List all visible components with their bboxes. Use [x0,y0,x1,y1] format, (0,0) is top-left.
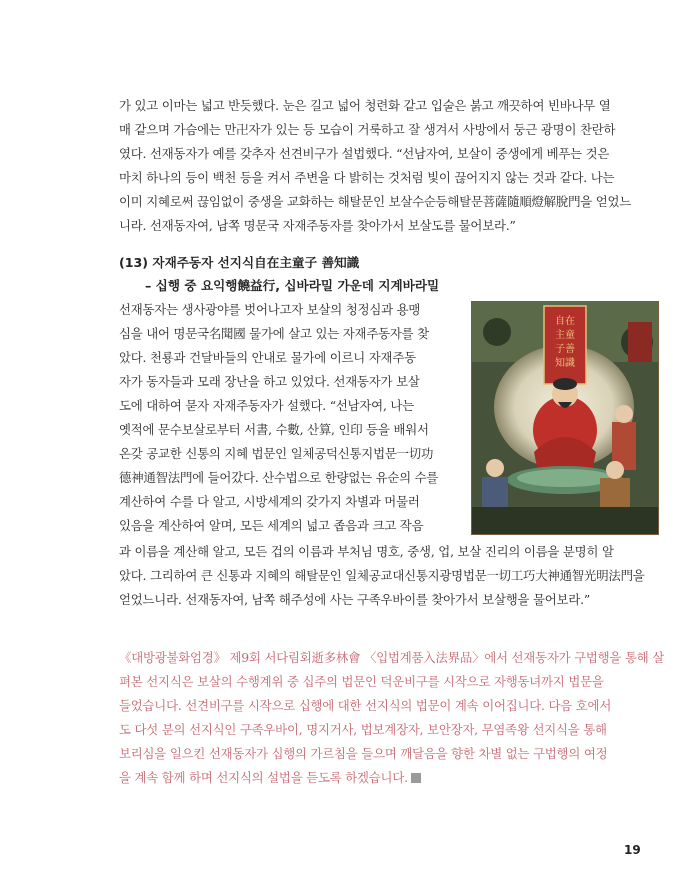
text-line: 았다. 그리하여 큰 신통과 지혜의 해탈문인 일체공교대신통지광명법문一切工巧大神通智光明法門을 [119,568,645,583]
text-line: 과 이름을 계산해 알고, 모든 겁의 이름과 부처님 명호, 중생, 업, 보살 진리의 이름을 분명히 알 [119,544,614,559]
text-line: 매 같으며 가슴에는 만卍자가 있는 등 모습이 거룩하고 잘 생겨서 사방에서 둥근 광명이 찬란하 [119,122,616,137]
text-line: 계산하여 수를 다 알고, 시방세계의 갖가지 차별과 머물러 [119,494,420,509]
text-line: 옛적에 문수보살로부터 서書, 수數, 산算, 인印 등을 배워서 [119,422,429,437]
text-line: 도에 대하여 묻자 자재주동자가 설했다. “선남자여, 나는 [119,398,414,413]
note-line: 보리심을 일으킨 선재동자가 십행의 가르침을 들으며 깨달음을 향한 차별 없는 구법행의 여정 [119,746,608,761]
end-mark-icon [411,773,421,783]
text-line: 심을 내어 명문국名聞國 물가에 살고 있는 자재주동자를 찾 [119,326,429,341]
editor-note [119,646,664,790]
svg-text:自在: 自在 [555,316,575,327]
text-line: 가 있고 이마는 넓고 반듯했다. 눈은 길고 넓어 청련화 같고 입술은 붉고 깨끗하여 빈바나무 열 [119,98,611,113]
text-line: 마치 하나의 등이 백천 등을 켜서 주변을 다 밝히는 것처럼 빛이 끊어지지 않는 것과 같다. 나는 [119,170,615,185]
svg-text:子善: 子善 [555,344,575,355]
text-line: 자가 동자들과 모래 장난을 하고 있었다. 선재동자가 보살 [119,374,420,389]
text-line: 있음을 계산하여 알며, 모든 세계의 넓고 좁음과 크고 작음 [119,518,424,533]
page-number: 19 [624,843,641,857]
section-title: (13) 자재주동자 선지식自在主童子 善知識 [119,255,360,270]
note-line-last [119,766,576,790]
text-line: 德神通智法門에 들어갔다. 산수법으로 한량없는 유순의 수를 [119,470,439,485]
note-line: 들었습니다. 선견비구를 시작으로 십행에 대한 선지식의 법문이 계속 이어집니다. 다음 호에서 [119,698,612,713]
intro-paragraph [119,94,632,238]
section-subtitle: – 십행 중 요익행饒益行, 십바라밀 가운데 지계바라밀 [145,278,440,293]
buddhist-painting-image [471,301,659,535]
note-line-text: 을 계속 함께 하며 선지식의 설법을 듣도록 하겠습니다. [119,770,408,785]
section-heading [119,251,439,297]
painting-illustration [472,302,658,534]
wide-paragraph [119,540,645,612]
note-line: 펴본 선지식은 보살의 수행계위 중 십주의 법문인 덕운비구를 시작으로 자행동녀까지 법문을 [119,674,604,689]
text-line: 였다. 선재동자가 예를 갖추자 선견비구가 설법했다. “선남자여, 보살이 중생에게 베푸는 것은 [119,146,610,161]
note-line: 《대방광불화엄경》 제9회 서다림회逝多林會 〈입법계품入法界品〉에서 선재동자가 구법행을 통해 살 [119,650,664,665]
svg-text:主童: 主童 [555,330,575,341]
text-line: 이미 지혜로써 끊임없이 중생을 교화하는 해탈문인 보살수순등해탈문菩薩隨順燈解脫門을 얻었느 [119,194,632,209]
narrow-paragraph [119,298,457,538]
text-line: 얻었느니라. 선재동자여, 남쪽 해주성에 사는 구족우바이를 찾아가서 보살행을 물어보라.” [119,592,590,607]
text-line: 았다. 천룡과 건달바들의 안내로 물가에 이르니 자재주동 [119,350,416,365]
text-line: 온갖 공교한 신통의 지혜 법문인 일체공덕신통지법문一切功 [119,446,434,461]
note-line: 도 다섯 분의 선지식인 구족우바이, 명지거사, 법보계장자, 보안장자, 무염족왕 선지식을 통해 [119,722,607,737]
text-line: 니라. 선재동자여, 남쪽 명문국 자재주동자를 찾아가서 보살도를 물어보라.” [119,218,516,233]
text-line: 선재동자는 생사광야를 벗어나고자 보살의 청정심과 용맹 [119,302,421,317]
svg-text:知識: 知識 [555,358,575,369]
